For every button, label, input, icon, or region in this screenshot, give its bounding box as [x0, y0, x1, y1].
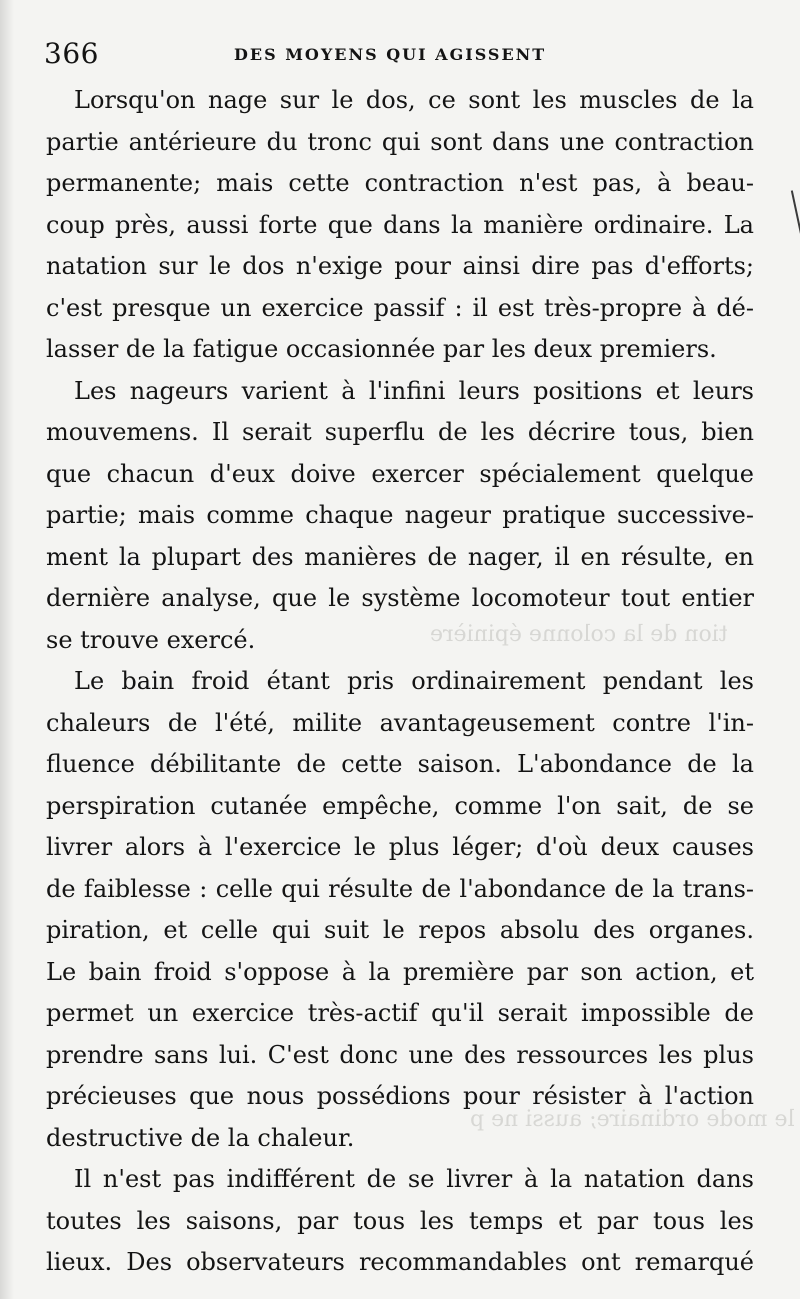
text-line: précieuses que nous possédions pour résister à l'action	[46, 1082, 754, 1110]
text-line: toutes les saisons, par tous les temps et par tous les	[46, 1206, 754, 1235]
text-line: piration, et celle qui suit le repos absolu des organes.	[46, 916, 754, 944]
text-line: fluence débilitante de cette saison. L'abondance de la	[46, 750, 754, 778]
running-head: DES MOYENS QUI AGISSENT	[234, 45, 547, 64]
text-line: Le bain froid s'oppose à la première par son action, et	[46, 957, 754, 986]
text-line: Les nageurs varient à l'infini leurs positions et leurs	[74, 376, 754, 405]
text-line: que chacun d'eux doive exercer spécialement quelque	[46, 459, 754, 488]
text-line: permet un exercice très-actif qu'il serait impossible de	[46, 999, 754, 1027]
page-number: 366	[44, 37, 99, 70]
text-line: perspiration cutanée empêche, comme l'on sait, de se	[46, 791, 754, 820]
text-line: chaleurs de l'été, milite avantageusement contre l'in-	[46, 708, 754, 737]
text-line: livrer alors à l'exercice le plus léger; d'où deux causes	[46, 833, 754, 861]
text-line: ment la plupart des manières de nager, il en résulte, en	[46, 542, 754, 571]
text-line: destructive de la chaleur.	[46, 1123, 355, 1152]
text-line: mouvemens. Il serait superflu de les décrire tous, bien	[46, 418, 754, 446]
text-line: natation sur le dos n'exige pour ainsi dire pas d'efforts;	[46, 252, 754, 280]
edge-mark	[791, 190, 800, 239]
text-line: partie; mais comme chaque nageur pratique successive-	[46, 501, 754, 529]
text-line: dernière analyse, que le système locomoteur tout entier	[46, 584, 754, 612]
page-header	[44, 34, 770, 74]
text-line: permanente; mais cette contraction n'est pas, à beau-	[46, 169, 754, 197]
body-text	[46, 80, 754, 1284]
text-line: lasser de la fatigue occasionnée par les deux premiers.	[46, 335, 717, 363]
text-line: de faiblesse : celle qui résulte de l'abondance de la trans-	[46, 874, 754, 903]
text-line: lieux. Des observateurs recommandables ont remarqué	[46, 1248, 754, 1276]
text-line: Lorsqu'on nage sur le dos, ce sont les muscles de la	[74, 86, 754, 114]
show-through-text: tion de la colonne épinière	[430, 622, 728, 647]
show-through-text: le mode ordinaire; aussi ne p	[470, 1107, 795, 1132]
text-line: Il n'est pas indifférent de se livrer à la natation dans	[74, 1165, 754, 1193]
text-line: partie antérieure du tronc qui sont dans une contraction	[46, 127, 754, 156]
text-line: Le bain froid étant pris ordinairement pendant les	[74, 667, 754, 695]
text-line: c'est presque un exercice passif : il est très-propre à dé-	[46, 293, 754, 322]
text-line: coup près, aussi forte que dans la manière ordinaire. La	[46, 210, 754, 239]
text-line: se trouve exercé.	[46, 625, 256, 654]
text-line: prendre sans lui. C'est donc une des ressources les plus	[46, 1040, 754, 1069]
page-gutter-shadow	[0, 0, 14, 1299]
